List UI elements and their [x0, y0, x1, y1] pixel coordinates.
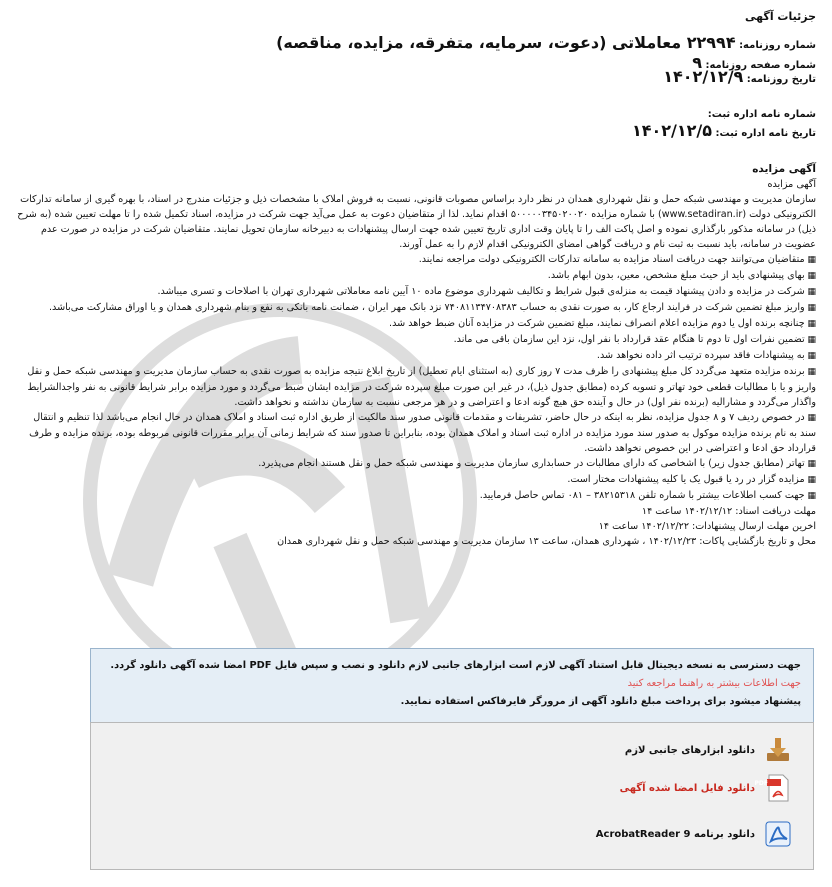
info-line: جهت دسترسی به نسخه دیجیتال قابل استناد آگهی لازم است ابزارهای جانبی لازم دانلود و نصب و سپس فایل PDF امضا شده آگهی دانلود گردد.	[110, 660, 801, 671]
ad-item: ▦ به پیشنهادات فاقد سپرده ترتیب اثر داده نخواهد شد.	[16, 348, 816, 364]
ad-item: ▦ بهای پیشنهادی باید از حیث مبلغ مشخص، معین، بدون ابهام باشد.	[16, 268, 816, 284]
page-title: جزئیات آگهی	[745, 10, 816, 23]
ad-item: ▦ مزایده گزار در رد یا قبول یک یا کلیه پیشنهادات مختار است.	[16, 472, 816, 488]
svg-text:PDF: PDF	[754, 780, 768, 787]
ad-item: ▦ واریز مبلغ تضمین شرکت در فرایند ارجاع کار، به صورت نقدی به حساب ۷۴۰۸۱۱۳۴۷۰۸۳۸۳ نزد بانک مهر ایران ، ضمانت نامه بانکی به نفع و بنام شهرداری همدان و یا اوراق مشارکت می‌باشد.	[16, 300, 816, 316]
newspaper-date-row	[16, 67, 816, 87]
ad-item: ▦ شرکت در مزایده و دادن پیشنهاد قیمت به منزله‌ی قبول شرایط و تکالیف شهرداری موضوع ماده ۱۰ آیین نامه معاملاتی شهرداری تهران با اصلاحات و تسری میباشد.	[16, 284, 816, 300]
download-acrobat-button[interactable]	[596, 819, 793, 849]
newspaper-number-label: شماره روزنامه:	[739, 40, 816, 51]
download-tools-label: دانلود ابزارهای جانبی لازم	[624, 744, 755, 756]
ad-item: ▦ برنده مزایده متعهد می‌گردد کل مبلغ پیشنهادی را ظرف مدت ۷ روز کاری (به استثنای ایام تعطیل) از تاریخ ابلاغ نتیجه مزایده به صورت نقدی به حساب سازمان مدیریت و مهندسی شبکه حمل و نقل واریز و یا با مطالبات قطعی خود تهاتر و تسویه کرده (مطابق جدول ذیل)، در غیر این صورت مبلغ سپرده شرکت در مزایده ایشان ضبط می‌گردد و مورد مزایده برابر شرایط قانونی به نفر واجدالشرایط واگذار می‌گردد و مشارالیه (برنده نفر اول) در حال و آینده حق هیچ گونه ادعا و اعتراضی و در هر مرجعی نسبت به سازمان نداشته و نخواهد داشت.	[16, 364, 816, 410]
ad-item: ▦ متقاضیان می‌توانند جهت دریافت اسناد مزایده به سامانه تدارکات الکترونیکی دولت مراجعه نمایند.	[16, 252, 816, 268]
info-line: پیشنهاد میشود برای پرداخت مبلغ دانلود آگهی از مرورگر فایرفاکس استفاده نمایید.	[400, 696, 801, 707]
newspaper-date-value: ۱۴۰۲/۱۲/۹	[663, 67, 744, 86]
registry-date-label: تاریخ نامه اداره ثبت:	[715, 128, 816, 139]
ad-deadline: اخرین مهلت ارسال پیشنهادات: ۱۴۰۲/۱۲/۲۲ ساعت ۱۴	[598, 521, 816, 532]
download-acrobat-label: دانلود برنامه AcrobatReader 9	[595, 828, 755, 840]
registry-letter-label: شماره نامه اداره ثبت:	[707, 109, 816, 120]
pdf-file-icon	[754, 773, 793, 803]
ad-item: ▦ تهاتر (مطابق جدول زیر) با اشخاصی که دارای مطالبات در حسابداری سازمان مدیریت و مهندسی شبکه حمل و نقل هستند انجام می‌پذیرد.	[16, 456, 816, 472]
ad-item: ▦ چنانچه برنده اول یا دوم مزایده اعلام انصراف نمایند، مبلغ تضمین شرکت در مزایده آنان ضبط خواهد شد.	[16, 316, 816, 332]
newspaper-number-value: ۲۲۹۹۴ معاملاتی (دعوت، سرمایه، متفرقه، مزایده، مناقصه)	[276, 33, 736, 52]
ad-deadline: محل و تاریخ بازگشایی پاکات: ۱۴۰۲/۱۲/۲۳ ، شهرداری همدان، ساعت ۱۳ سازمان مدیریت و مهندسی شبکه حمل و نقل شهرداری همدان	[277, 536, 816, 547]
ad-subheading: آگهی مزایده	[767, 179, 816, 190]
ad-item: ▦ تضمین نفرات اول تا دوم تا هنگام عقد قرارداد با نفر اول، نزد این سازمان باقی می ماند.	[16, 332, 816, 348]
download-signed-pdf-label: دانلود فایل امضا شده آگهی	[619, 782, 755, 794]
ad-deadline: مهلت دریافت اسناد: ۱۴۰۲/۱۲/۱۲ ساعت ۱۴	[641, 506, 816, 517]
newspaper-date-label: تاریخ روزنامه:	[746, 74, 816, 85]
registry-date-value: ۱۴۰۲/۱۲/۵	[631, 121, 712, 140]
ad-item: ▦ در خصوص ردیف ۷ و ۸ جدول مزایده، نظر به اینکه در حال حاضر، تشریفات و مقدمات قانونی صدور سند مالکیت از طریق اداره ثبت اسناد و املاک همدان در حال انجام می‌باشد لذا تنظیم و انتقال سند به نام برنده مزایده موکول به صدور سند مورد مزایده در اداره ثبت اسناد و املاک همدان بوده، بنابراین تا صدور سند که شرایط زمانی آن برابر مقررات قانونی مربوطه بوده، برنده مزایده و طرف قرارداد حق ادعا و اعتراضی در این خصوص نخواهد داشت.	[16, 410, 816, 456]
download-tools-button[interactable]	[625, 735, 793, 765]
page-number-value: ۹	[692, 53, 702, 72]
help-link[interactable]: جهت اطلاعات بیشتر به راهنما مراجعه کنید	[627, 678, 801, 689]
download-signed-pdf-button[interactable]	[620, 773, 793, 803]
ad-body	[16, 162, 816, 549]
registry-date-row	[16, 121, 816, 141]
acrobat-reader-icon	[763, 819, 793, 849]
downloads-panel	[90, 722, 814, 870]
registry-letter-row	[16, 108, 816, 122]
page-number-label: شماره صفحه روزنامه:	[705, 60, 816, 71]
newspaper-number-row	[16, 33, 816, 53]
ad-item: ▦ جهت کسب اطلاعات بیشتر با شماره تلفن ۳۸۲۱۵۳۱۸ – ۰۸۱ تماس حاصل فرمایید.	[16, 488, 816, 504]
ad-intro: سازمان مدیریت و مهندسی شبکه حمل و نقل شهرداری همدان در نظر دارد براساس مصوبات قانونی، نسبت به فروش املاک با مشخصات ذیل و جزئیات مندرج در اسناد، با بهره گیری از سامانه تدارکات الکترونیکی دولت (www.setadiran.ir) با شماره مزایده ۵۰۰۰۰۰۳۴۵۰۲۰۰۲۰ اقدام نماید. لذا از متقاضیان دعوت به عمل می‌آید جهت شرکت در مزایده، اسناد تکمیل شده را تا مهلت تعیین شده (به شرح ذیل) در سامانه مذکور بارگذاری نموده و اصل پاکت الف را تا پایان وقت اداری تاریخ تعیین شده جهت ارسال پیشنهادات به دبیرخانه سازمان تحویل نمایند. متقاضیان شرکت در مزایده در صورت عدم عضویت در سامانه، باید نسبت به ثبت نام و دریافت گواهی امضای الکترونیکی اقدام لازم را به عمل آورند.	[17, 194, 816, 250]
download-arrow-icon	[763, 735, 793, 765]
ad-heading: آگهی مزایده	[752, 163, 816, 175]
